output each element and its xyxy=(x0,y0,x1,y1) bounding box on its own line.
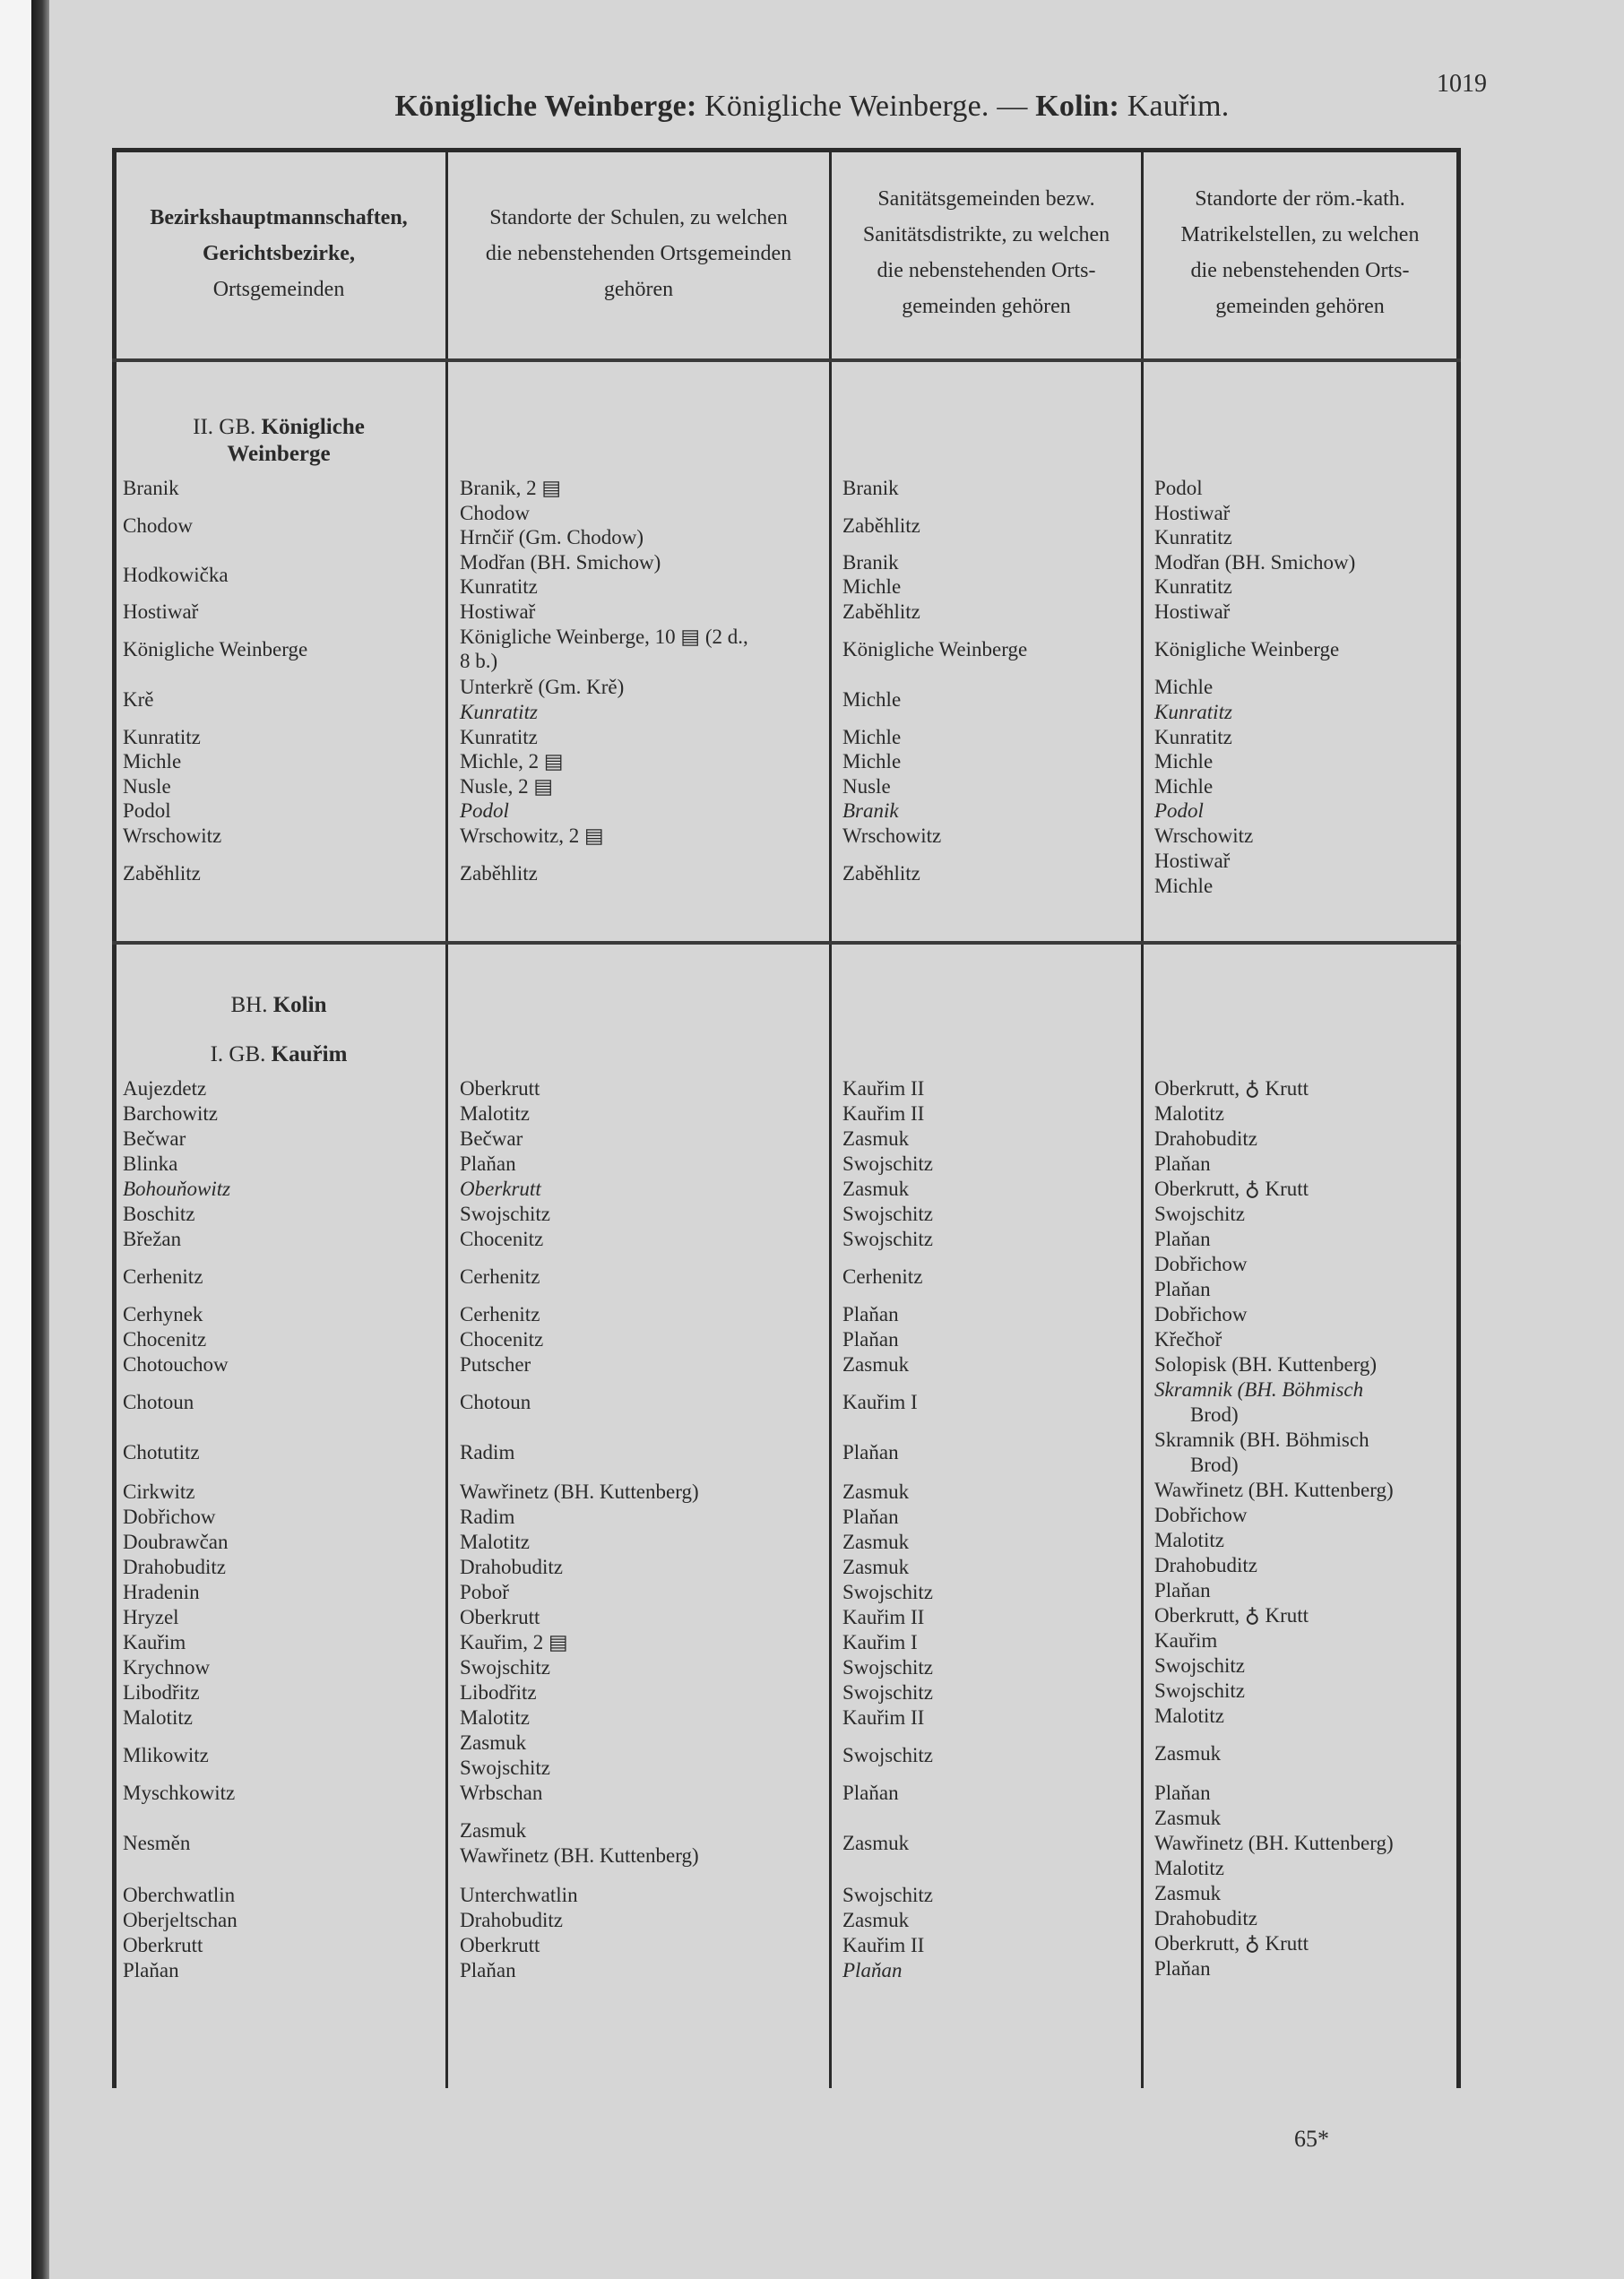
section1-col1-entry: Königliche Weinberge xyxy=(123,638,308,660)
section2-col2-entry: Drahobuditz xyxy=(460,1909,563,1931)
section2-col3-entry: Kauřim II xyxy=(842,1934,925,1956)
section2-col4-entry: Oberkrutt, ♁ Krutt xyxy=(1154,1077,1309,1100)
section2-col2-entry: Oberkrutt xyxy=(460,1934,540,1956)
section2-col1-entry: Libodřitz xyxy=(123,1681,200,1704)
section2-col2-entry: Libodřitz xyxy=(460,1681,537,1704)
section1-col4-entry: Podol xyxy=(1154,799,1204,822)
section-heading-gb-kaurim xyxy=(112,1041,445,1068)
section2-col1-entry: Chotoun xyxy=(123,1391,194,1413)
section2-col1-entry: Kauřim xyxy=(123,1631,186,1653)
section2-col1-entry: Krychnow xyxy=(123,1656,211,1679)
section2-col1-entry: Chotouchow xyxy=(123,1353,229,1376)
section2-col1-entry: Blinka xyxy=(123,1152,178,1175)
header-2-line-2: die nebenstehenden Ortsgemeinden xyxy=(485,242,792,265)
section2-col1-entry: Myschkowitz xyxy=(123,1782,236,1804)
section2-col4-entry: Plaňan xyxy=(1154,1228,1211,1250)
signature-mark: 65* xyxy=(1294,2126,1329,2152)
section2-col1-entry: Mlikowitz xyxy=(123,1744,209,1766)
header-4-line-1: Standorte der röm.-kath. xyxy=(1195,187,1405,211)
section2-col4-entry: Křečhoř xyxy=(1154,1328,1222,1351)
header-2-line-1: Standorte der Schulen, zu welchen xyxy=(489,206,788,229)
section2-col1-entry: Břežan xyxy=(123,1228,182,1250)
section2-col1-entry: Boschitz xyxy=(123,1203,195,1225)
section2-col4-entry: Swojschitz xyxy=(1154,1654,1245,1677)
section1-col3-entry: Michle xyxy=(842,688,902,711)
section2-col2-entry: Oberkrutt xyxy=(460,1077,540,1100)
section2-col3-entry: Zasmuk xyxy=(842,1832,910,1854)
section2-col2-entry: Bečwar xyxy=(460,1127,523,1150)
section1-col2-entry: Königliche Weinberge, 10 ▤ (2 d., xyxy=(460,626,748,648)
section2-col3-entry: Swojschitz xyxy=(842,1581,933,1603)
section2-col4-entry: Brod) xyxy=(1190,1454,1239,1476)
section2-col1-entry: Doubrawčan xyxy=(123,1531,229,1553)
section2-col3-entry: Zasmuk xyxy=(842,1531,910,1553)
section2-col3-entry: Kauřim II xyxy=(842,1077,925,1100)
column-rule-2 xyxy=(829,152,832,2088)
section-divider-rule xyxy=(112,941,1461,945)
header-3-line-1: Sanitätsgemeinden bezw. xyxy=(877,187,1095,211)
section1-col4-entry: Kunratitz xyxy=(1154,701,1232,723)
section1-col3-entry: Zaběhlitz xyxy=(842,514,920,537)
section2-col2-entry: Oberkrutt xyxy=(460,1606,540,1628)
section2-col2-entry: Swojschitz xyxy=(460,1757,550,1779)
section2-col4-entry: Drahobuditz xyxy=(1154,1554,1257,1576)
section2-col3-entry: Plaňan xyxy=(842,1506,899,1528)
section2-col3-entry: Swojschitz xyxy=(842,1884,933,1906)
section2-col4-entry: Malotitz xyxy=(1154,1857,1224,1879)
section2-col2-entry: Kauřim, 2 ▤ xyxy=(460,1631,568,1653)
section1-col1-entry: Chodow xyxy=(123,514,193,537)
section1-col1-entry: Wrschowitz xyxy=(123,824,222,847)
section2-col4-entry: Wawřinetz (BH. Kuttenberg) xyxy=(1154,1479,1394,1501)
section2-col3-entry: Plaňan xyxy=(842,1303,899,1325)
section-heading-prefix: BH. xyxy=(230,993,273,1017)
column-rule-1 xyxy=(445,152,448,2088)
section1-col2-entry: 8 b.) xyxy=(460,650,498,672)
header-3-line-2: Sanitätsdistrikte, zu welchen xyxy=(862,223,1110,246)
header-4-line-2: Matrikelstellen, zu welchen xyxy=(1180,223,1420,246)
section2-col1-entry: Cirkwitz xyxy=(123,1480,195,1503)
page-number: 1019 xyxy=(1437,70,1487,98)
column-rule-3 xyxy=(1141,152,1144,2088)
section1-col2-entry: Nusle, 2 ▤ xyxy=(460,775,554,798)
section1-col1-entry: Hodkowička xyxy=(123,564,229,586)
section1-col4-entry: Michle xyxy=(1154,676,1214,698)
section1-col1-entry: Michle xyxy=(123,750,182,773)
section2-col3-entry: Kauřim I xyxy=(842,1391,918,1413)
section1-col2-entry: Zaběhlitz xyxy=(460,862,538,885)
section2-col3-entry: Zasmuk xyxy=(842,1556,910,1578)
section1-col2-entry: Modřan (BH. Smichow) xyxy=(460,551,661,574)
section2-col4-entry: Dobřichow xyxy=(1154,1504,1248,1526)
section1-col4-entry: Kunratitz xyxy=(1154,526,1232,548)
section2-col1-entry: Chotutitz xyxy=(123,1441,200,1463)
section2-col1-entry: Cerhenitz xyxy=(123,1265,203,1288)
section1-col2-entry: Unterkrě (Gm. Krě) xyxy=(460,676,625,698)
section2-col4-entry: Plaňan xyxy=(1154,1782,1211,1804)
section2-col1-entry: Malotitz xyxy=(123,1706,193,1729)
section2-col2-entry: Zasmuk xyxy=(460,1731,527,1754)
section1-col3-entry: Branik xyxy=(842,551,899,574)
section1-col4-entry: Wrschowitz xyxy=(1154,824,1254,847)
section1-col2-entry: Michle, 2 ▤ xyxy=(460,750,564,773)
section2-col4-entry: Skramnik (BH. Böhmisch xyxy=(1154,1429,1369,1451)
header-2-line-3: gehören xyxy=(603,278,674,301)
section2-col2-entry: Radim xyxy=(460,1506,515,1528)
section2-col3-entry: Zasmuk xyxy=(842,1480,910,1503)
section1-col2-entry: Kunratitz xyxy=(460,726,538,748)
section2-col4-entry: Drahobuditz xyxy=(1154,1907,1257,1929)
section2-col1-entry: Oberjeltschan xyxy=(123,1909,238,1931)
section2-col2-entry: Oberkrutt xyxy=(460,1178,541,1200)
section1-col4-entry: Kunratitz xyxy=(1154,726,1232,748)
section2-col4-entry: Zasmuk xyxy=(1154,1882,1222,1904)
section2-col4-entry: Malotitz xyxy=(1154,1529,1224,1551)
section1-col4-entry: Königliche Weinberge xyxy=(1154,638,1340,660)
section2-col2-entry: Chotoun xyxy=(460,1391,531,1413)
column-header-1 xyxy=(112,200,445,307)
section1-col3-entry: Zaběhlitz xyxy=(842,862,920,885)
header-1-line-2: Gerichtsbezirke, xyxy=(203,242,355,265)
section1-col2-entry: Chodow xyxy=(460,502,530,524)
running-head-regular-2: Kauřim. xyxy=(1119,90,1230,123)
section-heading-name: Kauřim xyxy=(271,1042,348,1066)
section1-col2-entry: Podol xyxy=(460,799,509,822)
section1-col2-entry: Kunratitz xyxy=(460,701,538,723)
section1-col4-entry: Michle xyxy=(1154,750,1214,773)
section1-col1-entry: Krě xyxy=(123,688,154,711)
running-head-bold-1: Königliche Weinberge: xyxy=(394,90,697,123)
section1-col3-entry: Wrschowitz xyxy=(842,824,942,847)
section2-col1-entry: Oberkrutt xyxy=(123,1934,203,1956)
section2-col4-entry: Plaňan xyxy=(1154,1152,1211,1175)
section2-col1-entry: Cerhynek xyxy=(123,1303,203,1325)
column-header-3 xyxy=(832,181,1141,324)
section2-col2-entry: Cerhenitz xyxy=(460,1303,540,1325)
section2-col4-entry: Drahobuditz xyxy=(1154,1127,1257,1150)
section2-col3-entry: Kauřim I xyxy=(842,1631,918,1653)
header-4-line-3: die nebenstehenden Orts- xyxy=(1190,259,1410,282)
section2-col3-entry: Plaňan xyxy=(842,1328,899,1351)
header-3-line-4: gemeinden gehören xyxy=(902,295,1071,318)
section1-col4-entry: Modřan (BH. Smichow) xyxy=(1154,551,1356,574)
section-heading-koenigliche-weinberge xyxy=(112,414,445,468)
section2-col3-entry: Zasmuk xyxy=(842,1353,910,1376)
section2-col4-entry: Malotitz xyxy=(1154,1705,1224,1727)
section1-col3-entry: Branik xyxy=(842,477,899,499)
section1-col1-entry: Nusle xyxy=(123,775,171,798)
section2-col4-entry: Malotitz xyxy=(1154,1102,1224,1125)
section1-col2-entry: Wrschowitz, 2 ▤ xyxy=(460,824,604,847)
header-1-line-1: Bezirkshauptmannschaften, xyxy=(150,206,408,229)
section1-col3-entry: Branik xyxy=(842,799,899,822)
section2-col2-entry: Drahobuditz xyxy=(460,1556,563,1578)
section1-col2-entry: Hrnčiř (Gm. Chodow) xyxy=(460,526,644,548)
section2-col2-entry: Chocenitz xyxy=(460,1228,544,1250)
section2-col3-entry: Kauřim II xyxy=(842,1706,925,1729)
section2-col1-entry: Bohouňowitz xyxy=(123,1178,231,1200)
section2-col4-entry: Solopisk (BH. Kuttenberg) xyxy=(1154,1353,1378,1376)
section1-col1-entry: Kunratitz xyxy=(123,726,201,748)
section2-col3-entry: Plaňan xyxy=(842,1782,899,1804)
section2-col1-entry: Nesměn xyxy=(123,1832,191,1854)
section-heading-prefix: II. GB. xyxy=(193,415,262,439)
section2-col2-entry: Malotitz xyxy=(460,1102,530,1125)
section2-col2-entry: Wawřinetz (BH. Kuttenberg) xyxy=(460,1844,699,1867)
section2-col1-entry: Hradenin xyxy=(123,1581,200,1603)
section1-col2-entry: Kunratitz xyxy=(460,575,538,598)
running-head xyxy=(0,90,1624,124)
section2-col2-entry: Poboř xyxy=(460,1581,509,1603)
section2-col2-entry: Radim xyxy=(460,1441,515,1463)
section1-col4-entry: Kunratitz xyxy=(1154,575,1232,598)
section2-col3-entry: Swojschitz xyxy=(842,1656,933,1679)
header-3-line-3: die nebenstehenden Orts- xyxy=(877,259,1096,282)
section2-col4-entry: Zasmuk xyxy=(1154,1807,1222,1829)
section1-col2-entry: Hostiwař xyxy=(460,600,536,623)
section2-col2-entry: Plaňan xyxy=(460,1152,516,1175)
section-heading-name: Kolin xyxy=(272,993,327,1017)
section2-col3-entry: Swojschitz xyxy=(842,1681,933,1704)
section1-col4-entry: Hostiwař xyxy=(1154,502,1231,524)
section1-col1-entry: Zaběhlitz xyxy=(123,862,201,885)
section2-col3-entry: Plaňan xyxy=(842,1441,899,1463)
section2-col2-entry: Malotitz xyxy=(460,1531,530,1553)
section2-col3-entry: Zasmuk xyxy=(842,1127,910,1150)
section2-col2-entry: Zasmuk xyxy=(460,1819,527,1842)
register-table xyxy=(112,148,1461,2088)
section2-col4-entry: Wawřinetz (BH. Kuttenberg) xyxy=(1154,1832,1394,1854)
section2-col4-entry: Dobřichow xyxy=(1154,1253,1248,1275)
section2-col3-entry: Zasmuk xyxy=(842,1178,910,1200)
header-bottom-rule xyxy=(112,358,1461,362)
section2-col2-entry: Swojschitz xyxy=(460,1203,550,1225)
header-4-line-4: gemeinden gehören xyxy=(1215,295,1385,318)
column-header-4 xyxy=(1144,181,1456,324)
section1-col3-entry: Königliche Weinberge xyxy=(842,638,1028,660)
section2-col3-entry: Plaňan xyxy=(842,1959,903,1981)
section-heading-prefix: I. GB. xyxy=(210,1042,272,1066)
section2-col2-entry: Putscher xyxy=(460,1353,531,1376)
section2-col1-entry: Plaňan xyxy=(123,1959,179,1981)
section1-col1-entry: Podol xyxy=(123,799,171,822)
section2-col2-entry: Malotitz xyxy=(460,1706,530,1729)
section1-col3-entry: Michle xyxy=(842,726,902,748)
section2-col4-entry: Plaňan xyxy=(1154,1957,1211,1980)
section1-col4-entry: Michle xyxy=(1154,875,1214,897)
section1-col4-entry: Podol xyxy=(1154,477,1203,499)
section2-col2-entry: Wawřinetz (BH. Kuttenberg) xyxy=(460,1480,699,1503)
section2-col3-entry: Swojschitz xyxy=(842,1203,933,1225)
section2-col4-entry: Oberkrutt, ♁ Krutt xyxy=(1154,1178,1309,1200)
section2-col3-entry: Swojschitz xyxy=(842,1152,933,1175)
running-head-bold-2: Kolin: xyxy=(1035,90,1120,123)
section2-col4-entry: Oberkrutt, ♁ Krutt xyxy=(1154,1932,1309,1955)
section2-col2-entry: Cerhenitz xyxy=(460,1265,540,1288)
section2-col4-entry: Plaňan xyxy=(1154,1278,1211,1300)
section2-col4-entry: Plaňan xyxy=(1154,1579,1211,1601)
section1-col3-entry: Nusle xyxy=(842,775,891,798)
section2-col3-entry: Kauřim II xyxy=(842,1606,925,1628)
section2-col1-entry: Bečwar xyxy=(123,1127,186,1150)
section2-col3-entry: Zasmuk xyxy=(842,1909,910,1931)
section1-col3-entry: Zaběhlitz xyxy=(842,600,920,623)
column-header-2 xyxy=(448,200,829,307)
section1-col4-entry: Hostiwař xyxy=(1154,600,1231,623)
section1-col4-entry: Michle xyxy=(1154,775,1214,798)
section2-col4-entry: Zasmuk xyxy=(1154,1742,1222,1765)
book-spine xyxy=(31,0,49,2279)
section1-col3-entry: Michle xyxy=(842,575,902,598)
section2-col1-entry: Dobřichow xyxy=(123,1506,216,1528)
section2-col1-entry: Drahobuditz xyxy=(123,1556,226,1578)
section2-col3-entry: Swojschitz xyxy=(842,1228,933,1250)
section1-col3-entry: Michle xyxy=(842,750,902,773)
section2-col1-entry: Oberchwatlin xyxy=(123,1884,236,1906)
section1-col4-entry: Hostiwař xyxy=(1154,850,1231,872)
section2-col3-entry: Cerhenitz xyxy=(842,1265,923,1288)
section2-col2-entry: Plaňan xyxy=(460,1959,516,1981)
section2-col4-entry: Brod) xyxy=(1190,1403,1239,1426)
section-heading-name: Königliche xyxy=(261,415,365,439)
section-heading-name-2: Weinberge xyxy=(227,442,331,466)
section2-col1-entry: Chocenitz xyxy=(123,1328,207,1351)
section2-col4-entry: Skramnik (BH. Böhmisch xyxy=(1154,1378,1364,1401)
section2-col4-entry: Kauřim xyxy=(1154,1629,1218,1652)
section2-col2-entry: Swojschitz xyxy=(460,1656,550,1679)
section2-col3-entry: Swojschitz xyxy=(842,1744,933,1766)
section2-col3-entry: Kauřim II xyxy=(842,1102,925,1125)
section1-col1-entry: Hostiwař xyxy=(123,600,199,623)
section1-col2-entry: Branik, 2 ▤ xyxy=(460,477,562,499)
section1-col1-entry: Branik xyxy=(123,477,179,499)
section2-col1-entry: Hryzel xyxy=(123,1606,179,1628)
section2-col1-entry: Aujezdetz xyxy=(123,1077,207,1100)
section2-col1-entry: Barchowitz xyxy=(123,1102,219,1125)
section2-col4-entry: Swojschitz xyxy=(1154,1679,1245,1702)
running-head-regular-1: Königliche Weinberge. — xyxy=(696,90,1036,123)
table-right-rule xyxy=(1456,152,1461,2088)
section2-col2-entry: Wrbschan xyxy=(460,1782,543,1804)
section2-col4-entry: Swojschitz xyxy=(1154,1203,1245,1225)
section2-col4-entry: Oberkrutt, ♁ Krutt xyxy=(1154,1604,1309,1627)
section2-col2-entry: Unterchwatlin xyxy=(460,1884,578,1906)
section-heading-bh-kolin xyxy=(112,992,445,1019)
header-1-line-3: Ortsgemeinden xyxy=(212,278,345,301)
section2-col2-entry: Chocenitz xyxy=(460,1328,544,1351)
section2-col4-entry: Dobřichow xyxy=(1154,1303,1248,1325)
